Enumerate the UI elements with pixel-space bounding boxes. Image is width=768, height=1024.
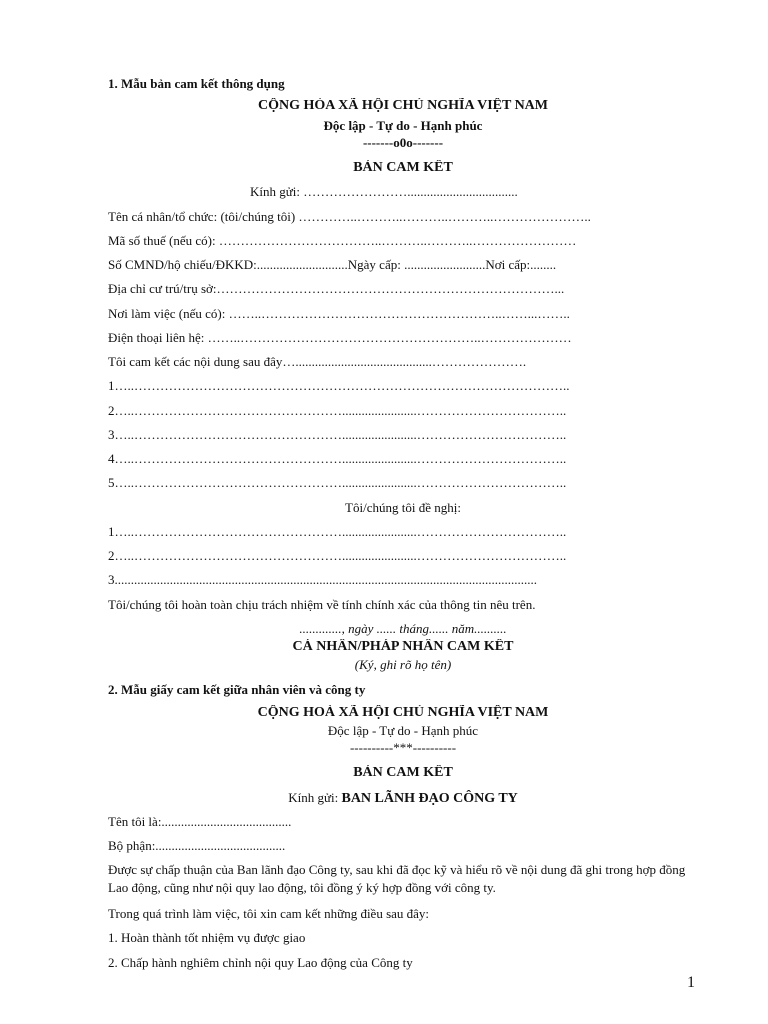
field-tax-code: Mã số thuế (nếu có): ………………………………..………..………..…………………… (108, 233, 577, 248)
responsibility-statement: Tôi/chúng tôi hoàn toàn chịu trách nhiệm về tính chính xác của thông tin nêu trên. (108, 597, 536, 612)
consent-paragraph: Được sự chấp thuận của Ban lãnh đạo Công ty, sau khi đã đọc kỹ và hiểu rõ về nội dung đã ghi trong hợp đồng Lao động, cũng như nội quy lao động, tôi đồng ý ký hợp đồng với công ty. (108, 862, 686, 895)
signer-note: (Ký, ghi rõ họ tên) (354, 657, 452, 672)
department-field: Bộ phận:........................................ (108, 838, 286, 853)
doc-title-2: BẢN CAM KẾT (353, 765, 453, 780)
field-phone: Điện thoại liên hệ: ……..………………………………………………..………………… (108, 330, 572, 345)
commit-intro: Tôi cam kết các nội dung sau đây…..........................................…………………. (108, 354, 527, 369)
motto: Độc lập - Tự do - Hạnh phúc (323, 118, 483, 133)
field-address: Địa chỉ cư trú/trụ sở:……………………………………………………………………... (108, 281, 565, 296)
national-title-2: CỘNG HOÀ XÃ HỘI CHỦ NGHĨA VIỆT NAM (257, 705, 549, 720)
signer-title: CÁ NHÂN/PHÁP NHÂN CAM KẾT (292, 639, 514, 654)
field-name: Tên cá nhân/tổ chức: (tôi/chúng tôi) …………..………..………..………..………………….. (108, 209, 591, 224)
doc-title: BẢN CAM KẾT (353, 160, 453, 175)
propose-heading: Tôi/chúng tôi đề nghị: (345, 500, 461, 515)
addressee-name: BAN LÃNH ĐẠO CÔNG TY (341, 791, 518, 806)
commit-item-2: 2. Chấp hành nghiêm chỉnh nội quy Lao động của Công ty (108, 955, 413, 970)
national-title: CỘNG HÒA XÃ HỘI CHỦ NGHĨA VIỆT NAM (257, 98, 548, 113)
name-field: Tên tôi là:........................................ (108, 814, 292, 829)
addressee-line-2 (108, 790, 698, 807)
commit-intro-2: Trong quá trình làm việc, tôi xin cam kết những điều sau đây: (108, 906, 430, 921)
divider-2: ----------***---------- (349, 740, 457, 755)
section2-heading: 2. Mẫu giấy cam kết giữa nhân viên và công ty (108, 682, 366, 697)
commit-item: 2…..………………………………………….......................…………………………….. (108, 403, 567, 418)
page-number: 1 (687, 974, 695, 991)
commit-item: 3…..………………………………………….......................…………………………….. (108, 427, 567, 442)
motto-2: Độc lập - Tự do - Hạnh phúc (327, 723, 479, 738)
addressee-prefix: Kính gửi: (288, 790, 339, 805)
divider: -------o0o------- (362, 135, 444, 150)
commit-item: 5…..………………………………………….......................…………………………….. (108, 475, 567, 490)
date-line: ............., ngày ...... tháng...... năm.......... (299, 621, 507, 636)
commit-item: 4…..………………………………………….......................…………………………….. (108, 451, 567, 466)
propose-item: 2…..………………………………………….......................…………………………….. (108, 548, 567, 563)
propose-item: 3.................................................................................................................................. (108, 572, 537, 587)
field-id-number: Số CMND/hộ chiếu/ĐKKD:............................Ngày cấp: .........................Nơi cấp:........ (108, 257, 557, 272)
addressee-line: Kính gửi: …………………….................................. (250, 184, 518, 199)
field-workplace: Nơi làm việc (nếu có): ……..………………………………………………..……...…….. (108, 306, 570, 321)
section1-heading: 1. Mẫu bản cam kết thông dụng (108, 76, 285, 91)
commit-item: 1…..……………………………………………………………………………………….. (108, 378, 570, 393)
commit-item-2: 1. Hoàn thành tốt nhiệm vụ được giao (108, 930, 306, 945)
propose-item: 1…..………………………………………….......................…………………………….. (108, 524, 567, 539)
